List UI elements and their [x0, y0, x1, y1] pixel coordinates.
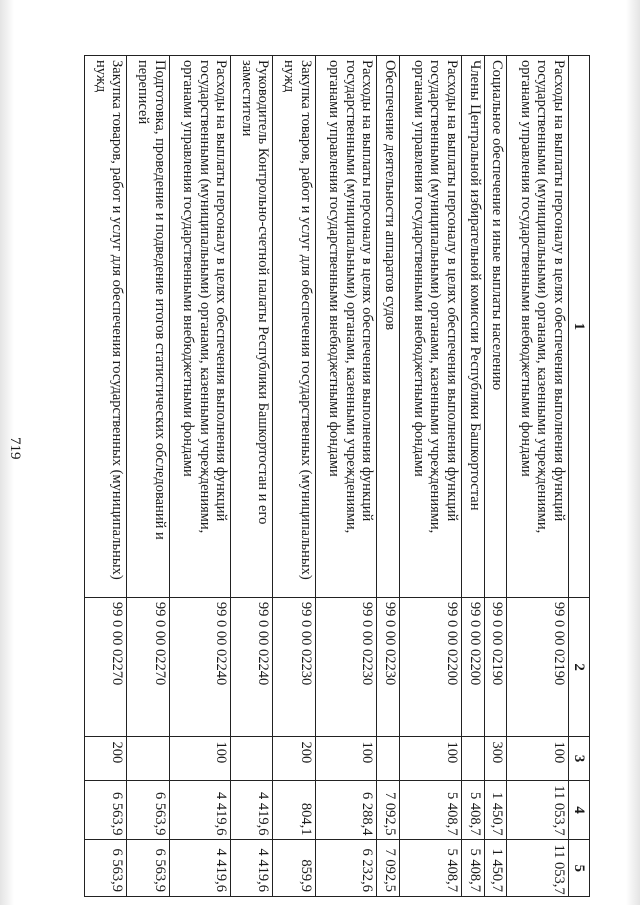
scan-edge-right — [626, 0, 640, 905]
row-expense-type: 300 — [484, 737, 507, 780]
table-header-row — [569, 56, 590, 897]
row-target-code: 99 0 00 02270 — [85, 597, 127, 737]
header-col-2: 2 — [569, 597, 590, 737]
row-description: Расходы на выплаты персоналу в целях обеспечения выполнения функций государственными (муниципальными) органами, казенными учреждениями, органами управления государственными внебюджетными фондами — [507, 56, 569, 598]
row-target-code: 99 0 00 02230 — [377, 597, 400, 737]
table-row — [315, 56, 377, 897]
row-amount-col4: 4 419,6 — [169, 780, 231, 840]
row-amount-col4: 1 450,7 — [484, 780, 507, 840]
row-description: Расходы на выплаты персоналу в целях обеспечения выполнения функций государственными (муниципальными) органами, казенными учреждениями, органами управления государственными внебюджетными фондами — [400, 56, 462, 598]
row-target-code: 99 0 00 02190 — [484, 597, 507, 737]
row-expense-type: 200 — [273, 737, 315, 780]
row-description: Члены Центральной избирательной комиссии Республики Башкортостан — [461, 56, 484, 598]
row-target-code: 99 0 00 02200 — [461, 597, 484, 737]
table-row — [169, 56, 231, 897]
page-number: 719 — [7, 437, 23, 460]
row-target-code: 99 0 00 02230 — [273, 597, 315, 737]
budget-table — [84, 55, 590, 897]
row-expense-type: 100 — [400, 737, 462, 780]
row-amount-col4: 6 563,9 — [85, 780, 127, 840]
row-amount-col4: 6 563,9 — [127, 780, 169, 840]
table-row — [400, 56, 462, 897]
header-col-3: 3 — [569, 737, 590, 780]
row-expense-type: 200 — [85, 737, 127, 780]
row-amount-col4: 5 408,7 — [461, 780, 484, 840]
row-amount-col5: 6 563,9 — [127, 840, 169, 897]
row-description: Руководитель Контрольно-счетной палаты Республики Башкортостан и его заместители — [231, 56, 273, 598]
table-row — [273, 56, 315, 897]
row-expense-type: 100 — [507, 737, 569, 780]
row-target-code: 99 0 00 02240 — [169, 597, 231, 737]
row-expense-type — [231, 737, 273, 780]
row-amount-col5: 1 450,7 — [484, 840, 507, 897]
row-description: Расходы на выплаты персоналу в целях обеспечения выполнения функций государственными (муниципальными) органами, казенными учреждениями, органами управления государственными внебюджетными фондами — [315, 56, 377, 598]
row-expense-type — [127, 737, 169, 780]
row-amount-col5: 11 053,7 — [507, 840, 569, 897]
row-amount-col5: 6 232,6 — [315, 840, 377, 897]
table-row — [85, 56, 127, 897]
row-amount-col5: 5 408,7 — [400, 840, 462, 897]
row-amount-col5: 4 419,6 — [169, 840, 231, 897]
row-amount-col5: 859,9 — [273, 840, 315, 897]
row-target-code: 99 0 00 02240 — [231, 597, 273, 737]
row-description: Социальное обеспечение и иные выплаты населению — [484, 56, 507, 598]
header-col-1: 1 — [569, 56, 590, 598]
row-amount-col4: 804,1 — [273, 780, 315, 840]
table-row — [127, 56, 169, 897]
row-amount-col4: 6 288,4 — [315, 780, 377, 840]
row-target-code: 99 0 00 02200 — [400, 597, 462, 737]
row-target-code: 99 0 00 02230 — [315, 597, 377, 737]
row-amount-col4: 11 053,7 — [507, 780, 569, 840]
table-row — [507, 56, 569, 897]
row-amount-col5: 7 092,5 — [377, 840, 400, 897]
row-target-code: 99 0 00 02270 — [127, 597, 169, 737]
table-row — [461, 56, 484, 897]
row-amount-col5: 6 563,9 — [85, 840, 127, 897]
row-description: Расходы на выплаты персоналу в целях обеспечения выполнения функций государственными (муниципальными) органами, казенными учреждениями, органами управления государственными внебюджетными фондами — [169, 56, 231, 598]
row-expense-type — [377, 737, 400, 780]
row-amount-col4: 5 408,7 — [400, 780, 462, 840]
row-description: Подготовка, проведение и подведение итогов статистических обследований и переписей — [127, 56, 169, 598]
row-description: Закупка товаров, работ и услуг для обеспечения государственных (муниципальных) нужд — [273, 56, 315, 598]
row-target-code: 99 0 00 02190 — [507, 597, 569, 737]
header-col-5: 5 — [569, 840, 590, 897]
rotated-page-content — [84, 55, 590, 897]
header-col-4: 4 — [569, 780, 590, 840]
row-amount-col5: 5 408,7 — [461, 840, 484, 897]
table-row — [484, 56, 507, 897]
row-expense-type — [461, 737, 484, 780]
row-amount-col5: 4 419,6 — [231, 840, 273, 897]
row-amount-col4: 4 419,6 — [231, 780, 273, 840]
row-expense-type: 100 — [315, 737, 377, 780]
row-amount-col4: 7 092,5 — [377, 780, 400, 840]
row-expense-type: 100 — [169, 737, 231, 780]
table-row — [231, 56, 273, 897]
row-description: Обеспечение деятельности аппаратов судов — [377, 56, 400, 598]
row-description: Закупка товаров, работ и услуг для обеспечения государственных (муниципальных) нужд — [85, 56, 127, 598]
table-row — [377, 56, 400, 897]
